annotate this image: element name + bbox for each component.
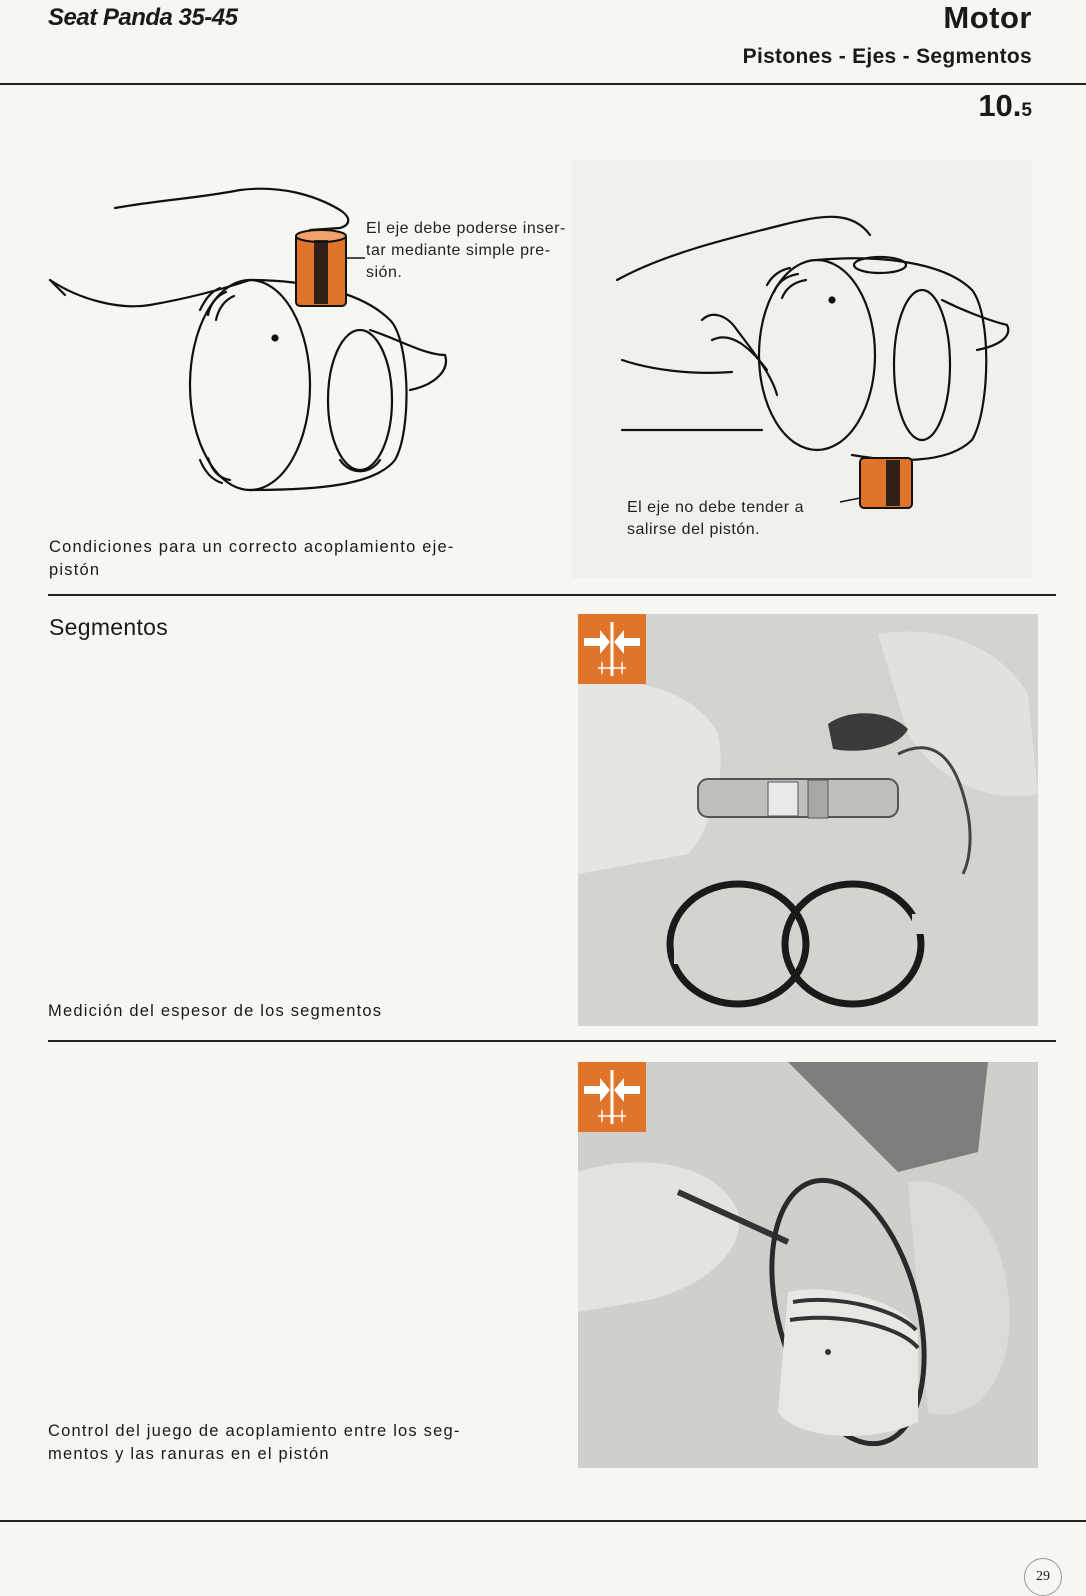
page-reference: [978, 88, 1032, 124]
callout-pin-insert: [366, 218, 566, 284]
page-ref-main: 10.: [978, 88, 1022, 123]
header-rule: [0, 83, 1086, 85]
measure-gap-icon: [578, 1062, 646, 1132]
page-ref-sub: 5: [1021, 100, 1032, 121]
callout-pin-insert-line-3: sión.: [366, 264, 403, 281]
callout-pin-retain-line-2: salirse del pistón.: [627, 521, 761, 538]
section-divider-1: [48, 594, 1056, 596]
segmentos-heading: Segmentos: [49, 614, 169, 640]
section-divider-2: [48, 1040, 1056, 1042]
caption-pin-fit: [49, 536, 455, 582]
section-title: Motor: [943, 0, 1032, 35]
callout-pin-retain-line-1: El eje no debe tender a: [627, 499, 804, 516]
piston-pin-retain-illustration: [612, 200, 1022, 520]
callout-pin-insert-line-2: tar mediante simple pre-: [366, 242, 551, 259]
book-title: Seat Panda 35-45: [48, 4, 238, 31]
caption-ring-groove-line-2: mentos y las ranuras en el pistón: [48, 1445, 330, 1463]
ring-groove-photo-art: [578, 1062, 1038, 1468]
caption-ring-groove-line-1: Control del juego de acoplamiento entre los seg-: [48, 1422, 461, 1440]
caption-ring-groove-clearance: [48, 1420, 461, 1466]
measure-badge-2: [578, 1062, 646, 1132]
subsection-title: Pistones - Ejes - Segmentos: [742, 45, 1032, 68]
measure-gap-icon: [578, 614, 646, 684]
caption-pin-fit-line-2: pistón: [49, 561, 101, 579]
page-number: 29: [1024, 1558, 1062, 1596]
photo-ring-thickness: [578, 614, 1038, 1026]
photo-ring-groove-clearance: [578, 1062, 1038, 1468]
measure-badge-1: [578, 614, 646, 684]
caption-ring-thickness: Medición del espesor de los segmentos: [48, 1002, 383, 1020]
footer-rule: [0, 1520, 1086, 1522]
ring-thickness-photo-art: [578, 614, 1038, 1026]
callout-pin-insert-line-1: El eje debe poderse inser-: [366, 220, 566, 237]
callout-pin-retain: [627, 497, 804, 541]
caption-pin-fit-line-1: Condiciones para un correcto acoplamiento eje-: [49, 538, 455, 556]
